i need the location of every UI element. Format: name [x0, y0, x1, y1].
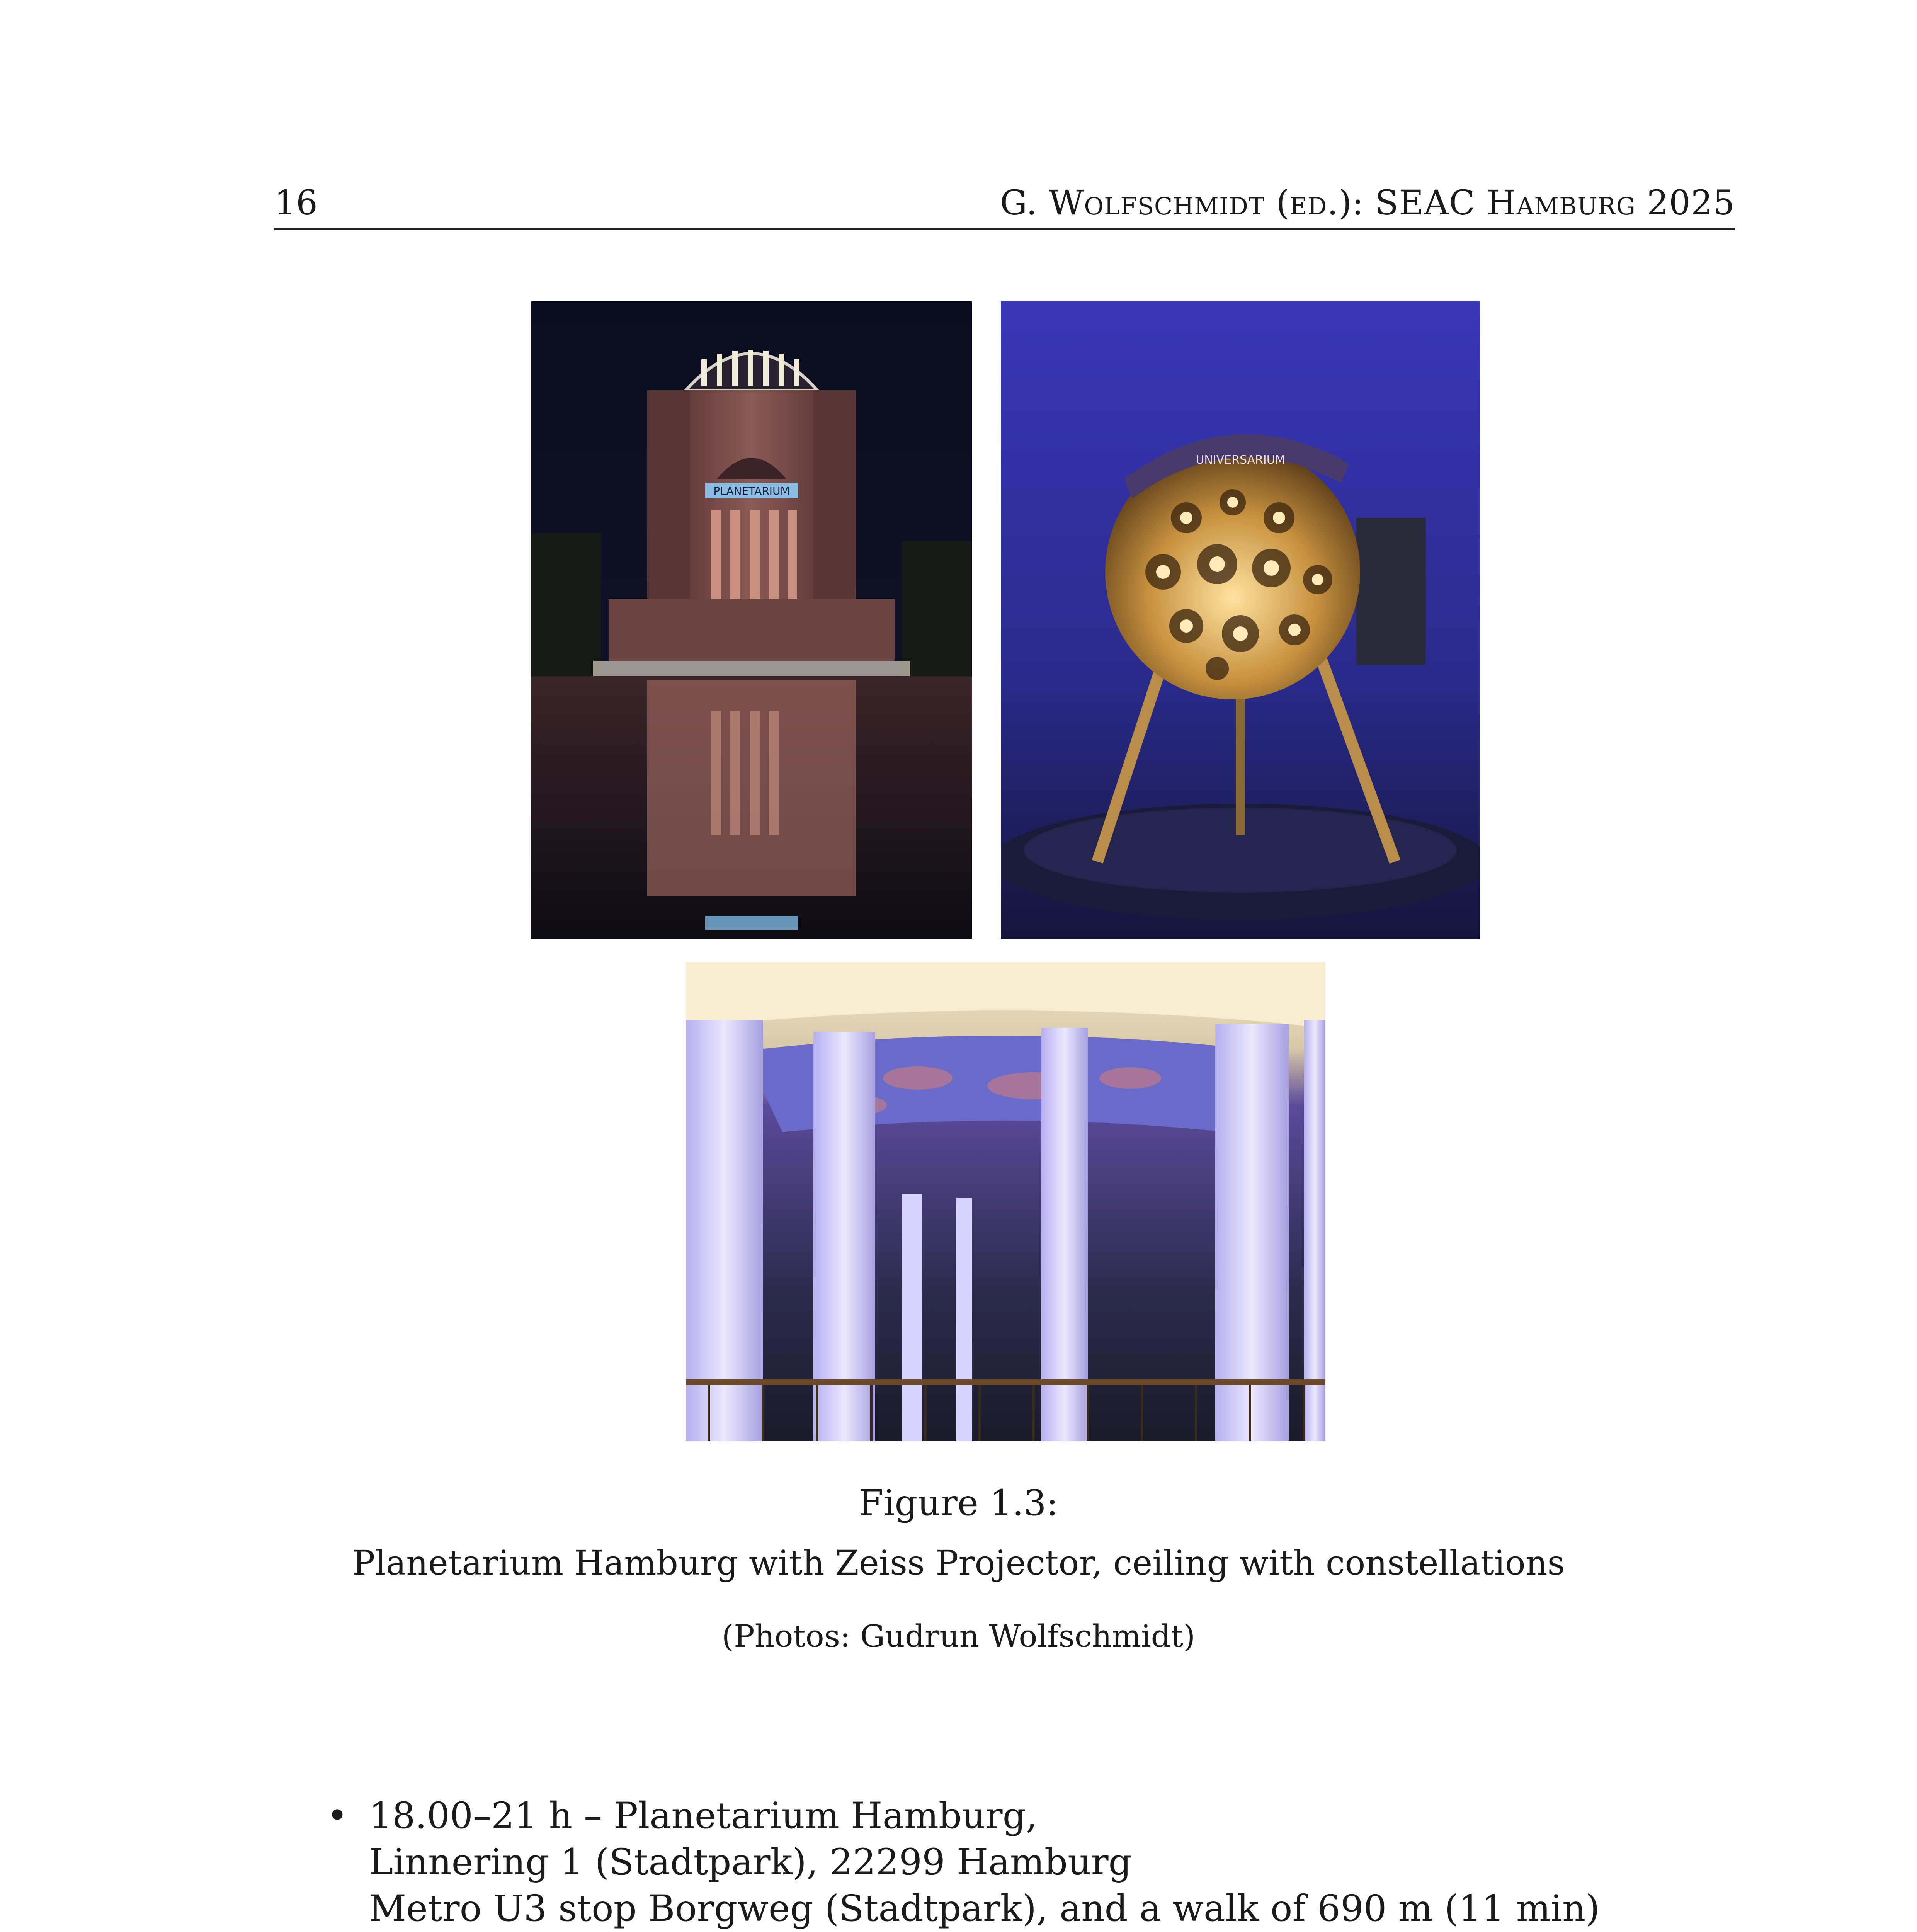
item-line: 18.00–21 h – Planetarium Hamburg,: [369, 1795, 1038, 1837]
photo-credit: (Photos: Gudrun Wolfschmidt): [721, 1618, 1196, 1654]
planetarium-tower-photo: [531, 301, 972, 939]
universarium-label: UNIVERSARIUM: [1196, 453, 1285, 467]
figure-label: Figure 1.3:: [859, 1482, 1058, 1524]
page-number: 16: [274, 183, 318, 223]
zeiss-projector-photo: [1001, 301, 1480, 939]
item-line: Linnering 1 (Stadtpark), 22299 Hamburg: [369, 1841, 1132, 1883]
constellation-ceiling-photo: [686, 962, 1325, 1441]
program-list: [327, 1793, 1721, 1932]
planetarium-sign: PLANETARIUM: [713, 485, 790, 497]
running-title: G. Wolfschmidt (ed.): SEAC Hamburg 2025: [1000, 183, 1735, 223]
bullet: •: [327, 1795, 348, 1837]
list-item: [327, 1793, 1721, 1932]
item-line: Metro U3 stop Borgweg (Stadtpark), and a walk of 690 m (11 min): [369, 1888, 1600, 1930]
figure-caption: Planetarium Hamburg with Zeiss Projector, ceiling with constellations: [352, 1543, 1565, 1583]
running-header: [274, 182, 1735, 230]
